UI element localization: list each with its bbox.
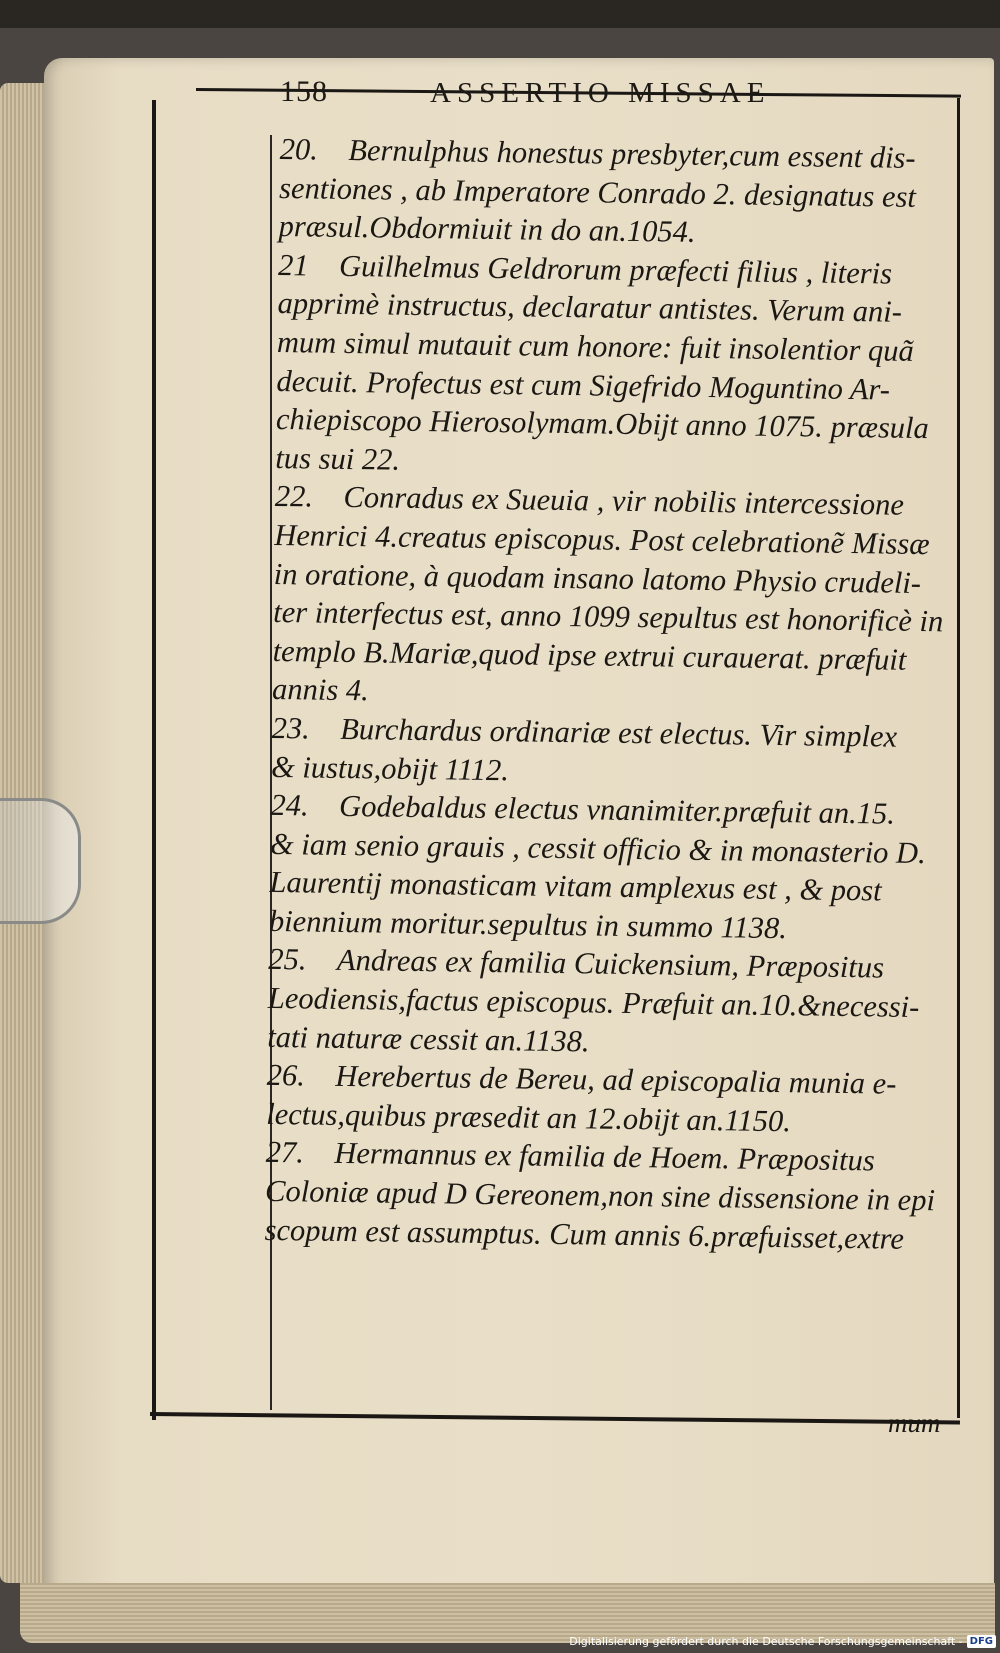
text-line: sentiones , ab Imperatore Conrado 2. designatus est (278, 170, 917, 214)
text-line: in oratione, à quodam insano latomo Physio crudeli- (273, 556, 922, 600)
digitization-credit (569, 1631, 996, 1651)
text-line: & iustus,obijt 1112. (270, 749, 510, 787)
text-line: Laurentij monasticam vitam amplexus est , & post (269, 865, 882, 908)
text-line: ter interfectus est, anno 1099 sepultus est honorificè in (273, 595, 944, 639)
text-line: Leodiensis,factus episcopus. Præfuit an.10.&necessi- (267, 980, 920, 1025)
text-line: Coloniæ apud D Gereonem,non sine dissensione in epi (264, 1173, 936, 1218)
page-header (280, 75, 940, 115)
dfg-logo: DFG (967, 1635, 996, 1648)
text-line: lectus,quibus præsedit an 12.obijt an.1150. (266, 1096, 792, 1139)
text-line: mum simul mutauit cum honore: fuit insolentior quã (276, 324, 915, 368)
text-line: Henrici 4.creatus episcopus. Post celebrationẽ Missæ (274, 517, 930, 562)
text-line: annis 4. (271, 672, 370, 708)
text-line: tati naturæ cessit an.1138. (267, 1019, 590, 1059)
running-title: ASSERTIO MISSAE (430, 77, 771, 109)
catchword: mum (888, 1408, 941, 1438)
text-line: biennium moritur.sepultus in summo 1138. (268, 903, 788, 946)
text-line: scopum est assumptus. Cum annis 6.præfuisset,extre (264, 1212, 905, 1256)
body-text (264, 130, 960, 1259)
text-line: 24. Godebaldus electus vnanimiter.præfuit an.15. (270, 788, 896, 831)
text-line: 27. Hermannus ex familia de Hoem. Præpositus (265, 1135, 876, 1178)
text-line: chiepiscopo Hierosolymam.Obijt anno 1075. præsula (275, 402, 930, 446)
text-line: 25. Andreas ex familia Cuickensium, Præpositus (268, 942, 885, 985)
page-number: 158 (280, 75, 328, 108)
text-line: tus sui 22. (275, 440, 401, 477)
text-line: 22. Conradus ex Sueuia , vir nobilis intercessione (274, 479, 905, 523)
text-line: templo B.Mariæ,quod ipse extrui curauerat. præfuit (272, 633, 907, 677)
text-line: 21 Guilhelmus Geldrorum præfecti filius , literis (277, 247, 893, 291)
text-line: decuit. Profectus est cum Sigefrido Moguntino Ar- (276, 363, 891, 407)
text-line: 26. Herebertus de Bereu, ad episcopalia munia e- (266, 1058, 897, 1101)
text-line: 23. Burchardus ordinariæ est electus. Vir simplex (271, 710, 898, 754)
book-clip (0, 798, 81, 924)
text-line: apprimè instructus, declaratur antistes. Verum ani- (277, 286, 903, 330)
text-line: 20. Bernulphus honestus presbyter,cum essent dis- (279, 131, 916, 175)
frame-line-left (152, 100, 156, 1420)
text-line: præsul.Obdormiuit in do an.1054. (278, 209, 696, 249)
credit-text: Digitalisierung gefördert durch die Deutsche Forschungsgemeinschaft - (569, 1634, 963, 1648)
text-line: & iam senio grauis , cessit officio & in monasterio D. (269, 826, 926, 870)
